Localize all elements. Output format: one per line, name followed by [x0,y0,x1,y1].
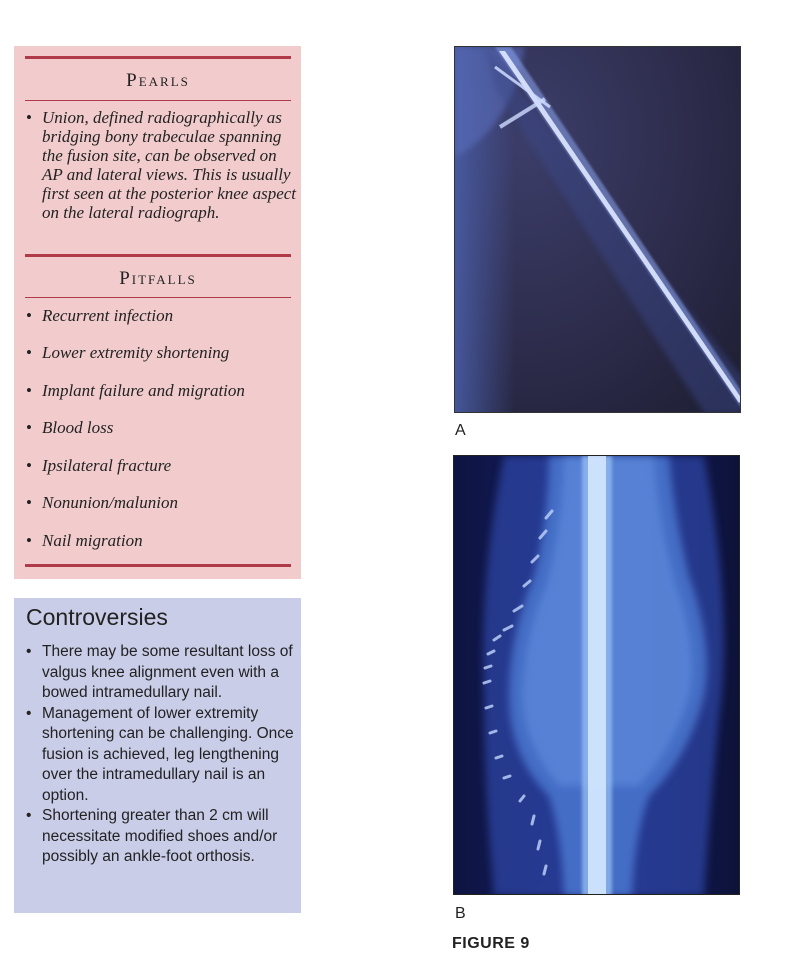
figure-label-b: B [455,905,466,922]
pitfall-item: Recurrent infection [42,306,174,325]
controversies-box [14,598,301,913]
bottom-rule [25,564,291,567]
pitfalls-title: Pitfalls [119,268,197,289]
controversy-item: • Shortening greater than 2 cm will necessitate modified shoes and/or possibly an ankle-foot orthosis. [26,807,278,865]
radiograph-b [453,455,740,895]
pearls-pitfalls-box: Pearls • Union, defined radiographically as bridging bony trabeculae spanning the fusion site, can be observed on AP and lateral views. This is usually first seen at the posterior knee aspect on the lateral radiograph. Pitfalls • Recurrent infection • Lower extremity shortening • Implant failure and migration • Blood loss • Ipsilateral fracture • Nonunion/malunion • Nail migration [14,46,301,579]
pearls-bullet: • [26,108,32,127]
controversy-item: • Management of lower extremity shortening can be challenging. Once fusion is achieved, leg lengthening over the intramedullary nail is an option. [26,704,294,804]
pitfall-item: Implant failure and migration [42,381,245,400]
controversies-title: Controversies [26,604,168,630]
pearls-text: Union, defined radiographically as bridging bony trabeculae spanning the fusion site, can be observed on AP and lateral views. This is usually first seen at the posterior knee aspect on the lateral radiograph. [42,108,297,222]
pitfall-item: Nail migration [42,531,143,550]
controversy-item: • There may be some resultant loss of valgus knee alignment even with a bowed intramedullary nail. [26,643,293,701]
pearls-divider [25,100,291,101]
pitfall-item: Nonunion/malunion [42,493,179,512]
pitfall-item: Lower extremity shortening [42,343,230,362]
controversies-list [24,642,299,868]
radiograph-b-image [454,456,740,895]
pearls-title: Pearls [126,70,190,91]
pitfalls-divider [25,297,291,298]
figure-label-a: A [455,422,466,439]
pitfalls-top-rule [25,254,291,257]
top-rule [25,56,291,59]
pitfall-item: Ipsilateral fracture [42,456,172,475]
pitfall-item: Blood loss [42,418,114,437]
radiograph-a [454,46,741,413]
figure-caption: FIGURE 9 [452,935,530,952]
radiograph-a-image [455,47,741,413]
